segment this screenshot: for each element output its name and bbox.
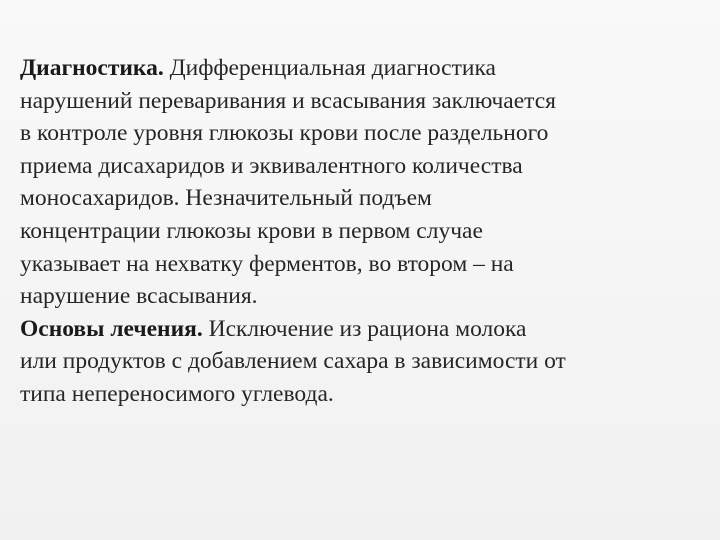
text-line: нарушений переваривания и всасывания заключается bbox=[20, 87, 556, 114]
text-line: моносахаридов. Незначительный подъем bbox=[20, 185, 432, 212]
slide-text bbox=[20, 52, 700, 411]
text-line-content: Дифференциальная диагностика bbox=[163, 55, 496, 81]
text-line: типа непереносимого углевода. bbox=[20, 380, 334, 407]
diagnostics-heading: Диагностика. bbox=[20, 55, 164, 81]
text-line bbox=[20, 313, 700, 346]
treatment-heading: Основы лечения. bbox=[20, 315, 203, 342]
text-line bbox=[20, 52, 700, 85]
text-line: или продуктов с добавлением сахара в зависимости от bbox=[20, 348, 566, 375]
text-line: в контроле уровня глюкозы крови после раздельного bbox=[20, 120, 549, 147]
treatment-paragraph bbox=[20, 313, 700, 411]
diagnostics-paragraph bbox=[20, 52, 700, 313]
text-line: нарушение всасывания. bbox=[20, 283, 258, 310]
text-line: приема дисахаридов и эквивалентного количества bbox=[20, 152, 523, 179]
text-line: указывает на нехватку ферментов, во втором – на bbox=[20, 250, 514, 277]
text-line: концентрации глюкозы крови в первом случае bbox=[20, 217, 483, 244]
text-line-content: Исключение из рациона молока bbox=[202, 315, 527, 342]
